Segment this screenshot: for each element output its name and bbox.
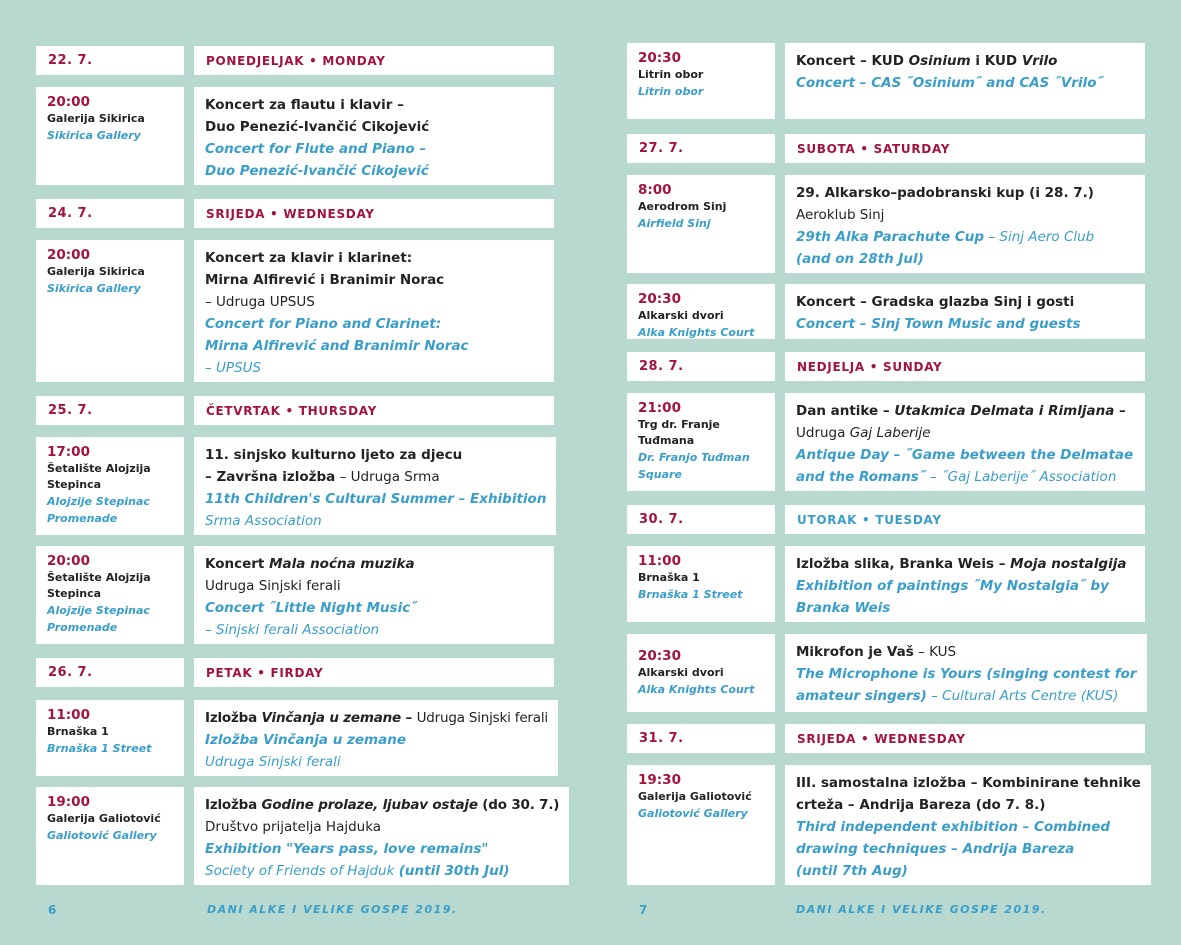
left-page xyxy=(36,0,560,945)
event-organizer-en: – Sinjski ferali Association xyxy=(205,622,380,638)
event-entry xyxy=(36,546,554,644)
event-title-hr: Koncert – KUD xyxy=(796,53,909,69)
page-footer: DANI ALKE I VELIKE GOSPE 2019. xyxy=(207,903,458,916)
event-title-hr: Izložba slika, Branka Weis – xyxy=(796,556,1011,572)
day-label: PONEDJELJAK xyxy=(206,53,305,68)
event-description xyxy=(194,87,554,185)
date-label: 31. 7. xyxy=(639,731,684,746)
event-title-en: 11th Children's Cultural Summer – Exhibition xyxy=(205,491,547,507)
event-title-en: Mirna Alfirević and Branimir Norac xyxy=(205,338,469,354)
event-organizer-en: – UPSUS xyxy=(205,360,262,376)
page-number: 6 xyxy=(48,903,57,917)
date-header: 27. 7. SUBOTA • SATURDAY xyxy=(627,134,1145,163)
event-description xyxy=(785,546,1145,622)
event-entry xyxy=(36,240,554,382)
event-time: 20:30 xyxy=(638,50,681,66)
event-time: 21:00 xyxy=(638,400,681,416)
event-title-hr: i KUD xyxy=(970,53,1022,69)
event-time: 19:30 xyxy=(638,772,681,788)
event-venue: Trg dr. Franje xyxy=(638,418,720,431)
event-description xyxy=(194,787,569,885)
day-label: PETAK xyxy=(206,665,253,680)
event-title-en: Concert ˝Little Night Music˝ xyxy=(205,600,417,616)
event-entry xyxy=(627,393,1145,491)
event-venue-en: Brnaška 1 Street xyxy=(47,742,152,755)
event-title-en: Branka Weis xyxy=(796,600,891,616)
event-title-hr: 11. sinjsko kulturno ljeto za djecu xyxy=(205,447,463,463)
event-title-hr: Izložba xyxy=(205,797,262,813)
event-title-hr: Koncert za klavir i klarinet: xyxy=(205,250,413,266)
event-title-hr: Izložba xyxy=(205,710,262,726)
event-time: 20:00 xyxy=(47,553,90,569)
event-organizer-en: Srma Association xyxy=(205,513,322,529)
event-organizer: Udruga Sinjski ferali xyxy=(416,710,548,726)
event-venue-en: Litrin obor xyxy=(638,85,704,98)
event-entry xyxy=(36,787,560,885)
event-title-hr: 29. Alkarsko–padobranski kup (i 28. 7.) xyxy=(796,185,1094,201)
event-venue: Litrin obor xyxy=(638,68,704,81)
event-description xyxy=(785,765,1151,885)
day-label-en: WEDNESDAY xyxy=(283,206,375,221)
event-venue-en: Airfield Sinj xyxy=(638,217,711,230)
event-duration-en: (until 7th Aug) xyxy=(796,863,908,879)
page-footer: DANI ALKE I VELIKE GOSPE 2019. xyxy=(796,903,1047,916)
event-title-en: Exhibition "Years pass, love remains" xyxy=(205,841,489,857)
date-header: 30. 7. UTORAK • TUESDAY xyxy=(627,505,1145,534)
event-organizer: Udruga Sinjski ferali xyxy=(205,578,341,594)
date-label: 22. 7. xyxy=(48,53,93,68)
event-title-hr: Mikrofon je Vaš xyxy=(796,644,914,660)
event-title-en: Concert for Piano and Clarinet: xyxy=(205,316,442,332)
event-title-hr: (do 30. 7.) xyxy=(477,797,560,813)
event-venue-en: Brnaška 1 Street xyxy=(638,588,743,601)
event-organizer: – Udruga UPSUS xyxy=(205,294,315,310)
event-title-en: Exhibition of paintings ˝My Nostalgia˝ by xyxy=(796,578,1109,594)
event-venue: Galerija Galiotović xyxy=(47,812,161,825)
event-description xyxy=(785,43,1145,119)
event-title-hr: Dan antike – xyxy=(796,403,895,419)
date-label: 24. 7. xyxy=(48,206,93,221)
event-entry xyxy=(627,634,1145,712)
event-venue: Brnaška 1 xyxy=(47,725,109,738)
date-header: 22. 7. PONEDJELJAK • MONDAY xyxy=(36,46,554,75)
event-organizer-en: – Cultural Arts Centre (KUS) xyxy=(926,688,1119,704)
event-time: 19:00 xyxy=(47,794,90,810)
event-title-en: Concert for Flute and Piano – xyxy=(205,141,427,157)
event-venue: Alkarski dvori xyxy=(638,666,724,679)
event-description xyxy=(785,284,1145,339)
event-venue-en: Alka Knights Court xyxy=(638,683,755,696)
event-entry xyxy=(627,175,1145,273)
event-organizer-en: – ˝Gaj Laberije˝ Association xyxy=(925,469,1117,485)
event-entry xyxy=(36,437,554,535)
event-title-hr: Moja nostalgija xyxy=(1010,556,1127,572)
event-time: 20:30 xyxy=(638,291,681,307)
event-description xyxy=(785,393,1145,491)
event-title-hr: Godine prolaze, ljubav ostaje xyxy=(261,797,478,813)
day-label-en: WEDNESDAY xyxy=(874,731,966,746)
event-title-hr: Vinčanja u zemane xyxy=(261,710,401,726)
event-time: 20:00 xyxy=(47,94,90,110)
event-title-hr: Koncert za flautu i klavir – xyxy=(205,97,404,113)
event-time: 8:00 xyxy=(638,182,672,198)
event-title-hr: Mala noćna muzika xyxy=(269,556,415,572)
event-venue-en: Alojzije Stepinac xyxy=(47,604,150,617)
event-description xyxy=(194,240,554,382)
event-title-en: and the Romans˝ xyxy=(796,469,926,485)
event-venue: Šetalište Alojzija xyxy=(47,462,151,475)
event-title-hr: Vrilo xyxy=(1021,53,1058,69)
event-title-en: The Microphone is Yours (singing contest for xyxy=(796,666,1137,682)
event-time: 11:00 xyxy=(47,707,90,723)
event-title-hr: Koncert – Gradska glazba Sinj i gosti xyxy=(796,294,1075,310)
event-organizer: Udruga xyxy=(796,425,850,441)
day-label-en: SUNDAY xyxy=(883,359,943,374)
event-title-hr: – Završna izložba xyxy=(205,469,336,485)
event-entry xyxy=(627,43,1145,119)
event-venue: Galerija Sikirica xyxy=(47,265,145,278)
event-title-hr: Duo Penezić-Ivančić Cikojević xyxy=(205,119,430,135)
event-title-hr: Koncert xyxy=(205,556,270,572)
event-entry xyxy=(627,284,1145,339)
day-label: NEDJELJA xyxy=(797,359,865,374)
date-header: 24. 7. SRIJEDA • WEDNESDAY xyxy=(36,199,554,228)
right-page xyxy=(627,0,1145,945)
event-title-hr: Mirna Alfirević i Branimir Norac xyxy=(205,272,445,288)
event-title-en: Third independent exhibition – Combined xyxy=(796,819,1111,835)
event-title-hr: III. samostalna izložba – Kombinirane tehnike xyxy=(796,775,1141,791)
event-title-en: Concert – Sinj Town Music and guests xyxy=(796,316,1081,332)
event-organizer: – KUS xyxy=(913,644,957,660)
event-venue: Aerodrom Sinj xyxy=(638,200,727,213)
event-duration-en: (until 30th Jul) xyxy=(398,863,510,879)
day-label-en: TUESDAY xyxy=(875,512,942,527)
event-entry xyxy=(627,765,1145,885)
event-venue-en: Promenade xyxy=(47,512,118,525)
event-venue: Brnaška 1 xyxy=(638,571,700,584)
event-entry xyxy=(627,546,1145,622)
event-venue-en: Sikirica Gallery xyxy=(47,282,141,295)
date-header: 31. 7. SRIJEDA • WEDNESDAY xyxy=(627,724,1145,753)
event-title-hr: Osinium xyxy=(908,53,971,69)
event-title-en: 29th Alka Parachute Cup xyxy=(796,229,985,245)
event-title-en: Izložba Vinčanja u zemane xyxy=(205,732,406,748)
date-label: 25. 7. xyxy=(48,403,93,418)
date-header: 28. 7. NEDJELJA • SUNDAY xyxy=(627,352,1145,381)
event-organizer: Aeroklub Sinj xyxy=(796,207,885,223)
event-venue-en: Sikirica Gallery xyxy=(47,129,141,142)
event-title-en: Antique Day – ˝Game between the Delmatae xyxy=(796,447,1134,463)
event-description xyxy=(194,437,556,535)
event-venue: Galerija Sikirica xyxy=(47,112,145,125)
event-venue-en: Alojzije Stepinac xyxy=(47,495,150,508)
event-venue: Stepinca xyxy=(47,587,102,600)
event-time: 11:00 xyxy=(638,553,681,569)
page-number: 7 xyxy=(639,903,648,917)
event-venue-en: Dr. Franjo Tuđman xyxy=(638,451,750,464)
day-label: SRIJEDA xyxy=(797,731,857,746)
event-venue: Stepinca xyxy=(47,478,102,491)
event-time: 17:00 xyxy=(47,444,90,460)
event-organizer: – Udruga Srma xyxy=(335,469,440,485)
event-venue-en: Alka Knights Court xyxy=(638,326,755,339)
event-entry xyxy=(36,700,554,776)
event-venue-en: Promenade xyxy=(47,621,118,634)
date-label: 27. 7. xyxy=(639,141,684,156)
event-venue-en: Galiotović Gallery xyxy=(638,807,748,820)
event-description xyxy=(785,634,1147,712)
date-label: 30. 7. xyxy=(639,512,684,527)
date-header: 25. 7. ČETVRTAK • THURSDAY xyxy=(36,396,554,425)
day-label-en: SATURDAY xyxy=(873,141,951,156)
event-organizer: Gaj Laberije xyxy=(849,425,931,441)
event-description xyxy=(194,700,558,776)
event-venue-en: Square xyxy=(638,468,682,481)
event-organizer: Društvo prijatelja Hajduka xyxy=(205,819,382,835)
day-label: SUBOTA xyxy=(797,141,856,156)
event-organizer-en: – Sinj Aero Club xyxy=(984,229,1095,245)
event-duration-en: (and on 28th Jul) xyxy=(796,251,924,267)
event-title-hr: – xyxy=(1114,403,1126,419)
event-time: 20:30 xyxy=(638,648,681,664)
event-title-hr: – xyxy=(401,710,417,726)
event-description xyxy=(785,175,1145,273)
event-title-en: drawing techniques – Andrija Bareza xyxy=(796,841,1075,857)
day-label-en: THURSDAY xyxy=(298,403,378,418)
event-title-en: Concert – CAS ˝Osinium˝ and CAS ˝Vrilo˝ xyxy=(796,75,1104,91)
date-label: 26. 7. xyxy=(48,665,93,680)
day-label-en: MONDAY xyxy=(322,53,386,68)
event-organizer-en: Society of Friends of Hajduk xyxy=(205,863,399,879)
event-title-en: amateur singers) xyxy=(796,688,927,704)
day-label-en: FIRDAY xyxy=(270,665,324,680)
event-time: 20:00 xyxy=(47,247,90,263)
event-title-hr: crteža – Andrija Bareza (do 7. 8.) xyxy=(796,797,1046,813)
event-venue: Galerija Galiotović xyxy=(638,790,752,803)
event-organizer-en: Udruga Sinjski ferali xyxy=(205,754,341,770)
event-venue: Alkarski dvori xyxy=(638,309,724,322)
event-entry xyxy=(36,87,554,185)
day-label: UTORAK xyxy=(797,512,858,527)
event-venue-en: Galiotović Gallery xyxy=(47,829,157,842)
day-label: ČETVRTAK xyxy=(206,403,281,418)
event-venue: Tuđmana xyxy=(638,434,695,447)
date-header: 26. 7. PETAK • FIRDAY xyxy=(36,658,554,687)
day-label: SRIJEDA xyxy=(206,206,266,221)
event-title-en: Duo Penezić-Ivančić Cikojević xyxy=(205,163,429,179)
date-label: 28. 7. xyxy=(639,359,684,374)
event-title-hr: Utakmica Delmata i Rimljana xyxy=(894,403,1115,419)
event-description xyxy=(194,546,554,644)
event-venue: Šetalište Alojzija xyxy=(47,571,151,584)
